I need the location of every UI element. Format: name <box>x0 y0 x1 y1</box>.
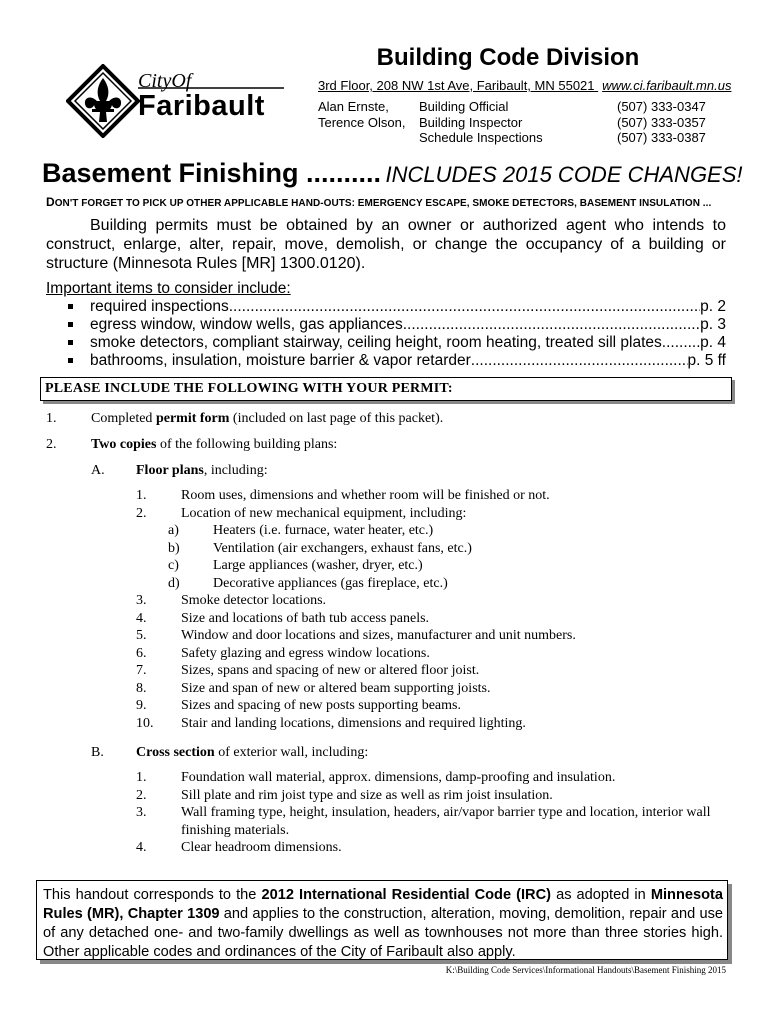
logo-of-word: Of <box>171 70 192 92</box>
item-number: 2. <box>46 437 57 452</box>
handout-reminder: DON'T FORGET TO PICK UP OTHER APPLICABLE HAND-OUTS: EMERGENCY ESCAPE, SMOKE DETECTORS, BASEMENT INSULATION ... <box>46 195 712 209</box>
address-line <box>318 78 731 93</box>
list-item: 7. Sizes, spans and spacing of new or altered floor joist. <box>136 663 480 678</box>
staff-contacts <box>318 99 706 146</box>
title-main: Basement Finishing .......... <box>42 158 382 188</box>
section-label: A. <box>91 463 105 478</box>
logo-city-word: City <box>138 70 172 92</box>
permit-heading-box <box>40 377 732 401</box>
list-item: c) Large appliances (washer, dryer, etc.) <box>168 558 423 573</box>
permit-item-1: Completed permit form (included on last page of this packet). <box>91 411 444 426</box>
logo-faribault: Faribault <box>138 90 265 122</box>
code-note: This handout corresponds to the 2012 International Residential Code (IRC) as adopted in Minnesota Rules (MR), Chapter 1309 and applies to the construction, alteration, moving, demolition, repair and use of any detached one- and two-family dwellings as well as townhouses not more than three stories high. Other applicable codes and ordinances of the City of Faribault also apply. <box>43 887 723 960</box>
mechanical-sublist <box>136 522 576 592</box>
list-item: 3. Smoke detector locations. <box>136 593 327 608</box>
list-item: 10. Stair and landing locations, dimensions and required lighting. <box>136 715 526 731</box>
page-title <box>42 158 743 189</box>
item-number: 1. <box>46 411 57 426</box>
list-item: required inspections ..... p. 2 <box>46 298 726 316</box>
code-note-box <box>36 880 728 960</box>
list-item: smoke detectors, compliant stairway, ceiling height, room heating, treated sill plates ..... p. 4 <box>46 334 726 352</box>
list-item: 5. Window and door locations and sizes, manufacturer and unit numbers. <box>136 628 576 643</box>
staff-row: Terence Olson, Building Inspector (507) 333-0357 <box>318 114 706 130</box>
department-title: Building Code Division <box>376 44 640 71</box>
list-item: egress window, window wells, gas appliances ..... p. 3 <box>46 316 726 334</box>
cross-section-list <box>136 769 736 857</box>
permit-item-2: Two copies of the following building plans: <box>91 437 338 452</box>
list-item: 2. Sill plate and rim joist type and size as well as rim joist insulation. <box>136 787 553 803</box>
list-item: a) Heaters (i.e. furnace, water heater, etc.) <box>168 523 434 538</box>
address: 3rd Floor, 208 NW 1st Ave, Faribault, MN 55021 <box>318 78 595 93</box>
list-item: 4. Size and locations of bath tub access panels. <box>136 610 430 626</box>
cross-section-heading: Cross section of exterior wall, including: <box>136 745 369 760</box>
list-item: bathrooms, insulation, moisture barrier & vapor retarder ..... p. 5 ff <box>46 352 726 370</box>
floor-plans-heading: Floor plans, including: <box>136 463 268 478</box>
list-item: 3. Wall framing type, height, insulation, headers, air/vapor barrier type and location, interior wall finishing materials. <box>136 805 711 838</box>
important-items <box>46 280 726 370</box>
floor-plans-list <box>136 487 576 732</box>
intro-paragraph: Building permits must be obtained by an owner or authorized agent who intends to construct, enlarge, alter, repair, move, demolish, or change the occupancy of a building or structure (Minnesota Rules [MR] 1300.0120). <box>46 217 726 272</box>
list-item: 8. Size and span of new or altered beam supporting joists. <box>136 680 491 696</box>
staff-row: Schedule Inspections (507) 333-0387 <box>419 130 706 145</box>
title-sub: INCLUDES 2015 CODE CHANGES! <box>385 162 743 187</box>
staff-row: Alan Ernste, Building Official (507) 333-0347 <box>318 99 706 114</box>
list-item: 1. Foundation wall material, approx. dimensions, damp-proofing and insulation. <box>136 770 616 785</box>
list-item: d) Decorative appliances (gas fireplace, etc.) <box>168 575 448 591</box>
file-path-footer: K:\Building Code Services\Informational Handouts\Basement Finishing 2015 <box>445 965 726 975</box>
city-logo <box>66 64 286 138</box>
list-item: 1. Room uses, dimensions and whether room will be finished or not. <box>136 488 550 503</box>
section-label: B. <box>91 745 104 760</box>
list-item: 6. Safety glazing and egress window locations. <box>136 645 430 661</box>
list-item: 2. Location of new mechanical equipment, including: <box>136 505 467 521</box>
website-link[interactable]: www.ci.faribault.mn.us <box>602 78 732 93</box>
list-item: 4. Clear headroom dimensions. <box>136 840 342 855</box>
list-item: b) Ventilation (air exchangers, exhaust fans, etc.) <box>168 540 472 556</box>
list-item: 9. Sizes and spacing of new posts supporting beams. <box>136 698 461 713</box>
important-heading: Important items to consider include: <box>46 280 291 297</box>
permit-heading: PLEASE INCLUDE THE FOLLOWING WITH YOUR PERMIT: <box>45 381 453 396</box>
